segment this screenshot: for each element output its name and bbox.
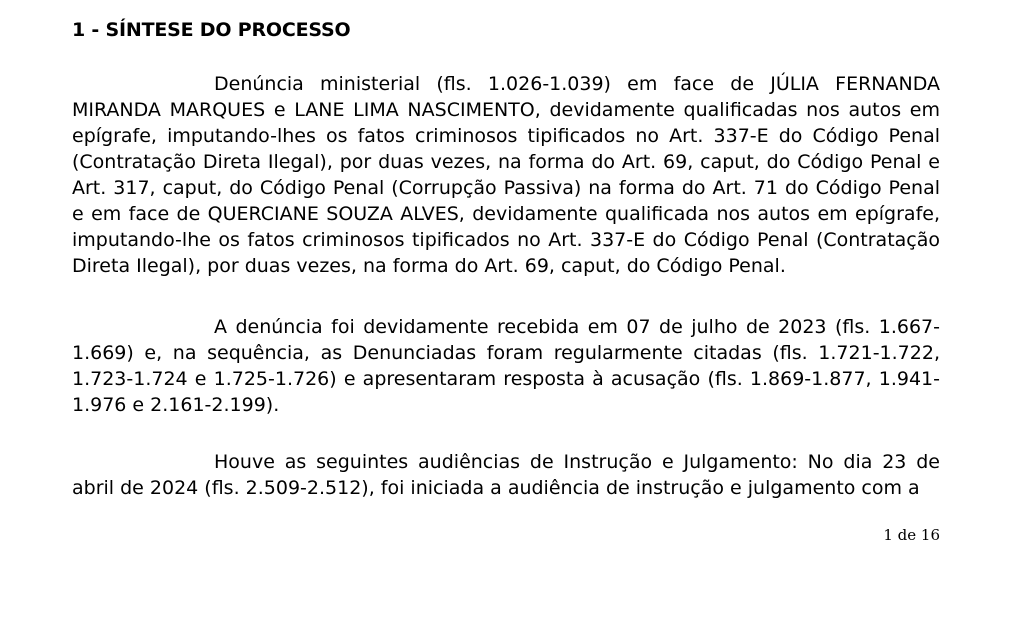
section-heading: 1 - SÍNTESE DO PROCESSO xyxy=(72,19,351,41)
paragraph-audiencias: Houve as seguintes audiências de Instrução e Julgamento: No dia 23 de abril de 2024 (fls. 2.509-2.512), foi iniciada a audiência de instrução e julgamento com a xyxy=(72,451,940,499)
paragraph-recebimento: A denúncia foi devidamente recebida em 07 de julho de 2023 (fls. 1.667-1.669) e, na sequência, as Denunciadas foram regularmente citadas (fls. 1.721-1.722, 1.723-1.724 e 1.725-1.726) e apresentaram resposta à acusação (fls. 1.869-1.877, 1.941-1.976 e 2.161-2.199). xyxy=(72,316,940,416)
page-number: 1 de 16 xyxy=(883,526,940,544)
document-page xyxy=(72,0,940,638)
paragraph-denuncia: Denúncia ministerial (fls. 1.026-1.039) em face de JÚLIA FERNANDA MIRANDA MARQUES e LANE LIMA NASCIMENTO, devidamente qualificadas nos autos em epígrafe, imputando-lhes os fatos criminosos tipificados no Art. 337-E do Código Penal (Contratação Direta Ilegal), por duas vezes, na forma do Art. 69, caput, do Código Penal e Art. 317, caput, do Código Penal (Corrupção Passiva) na forma do Art. 71 do Código Penal e em face de QUERCIANE SOUZA ALVES, devidamente qualificada nos autos em epígrafe, imputando-lhe os fatos criminosos tipificados no Art. 337-E do Código Penal (Contratação Direta Ilegal), por duas vezes, na forma do Art. 69, caput, do Código Penal. xyxy=(72,73,940,277)
